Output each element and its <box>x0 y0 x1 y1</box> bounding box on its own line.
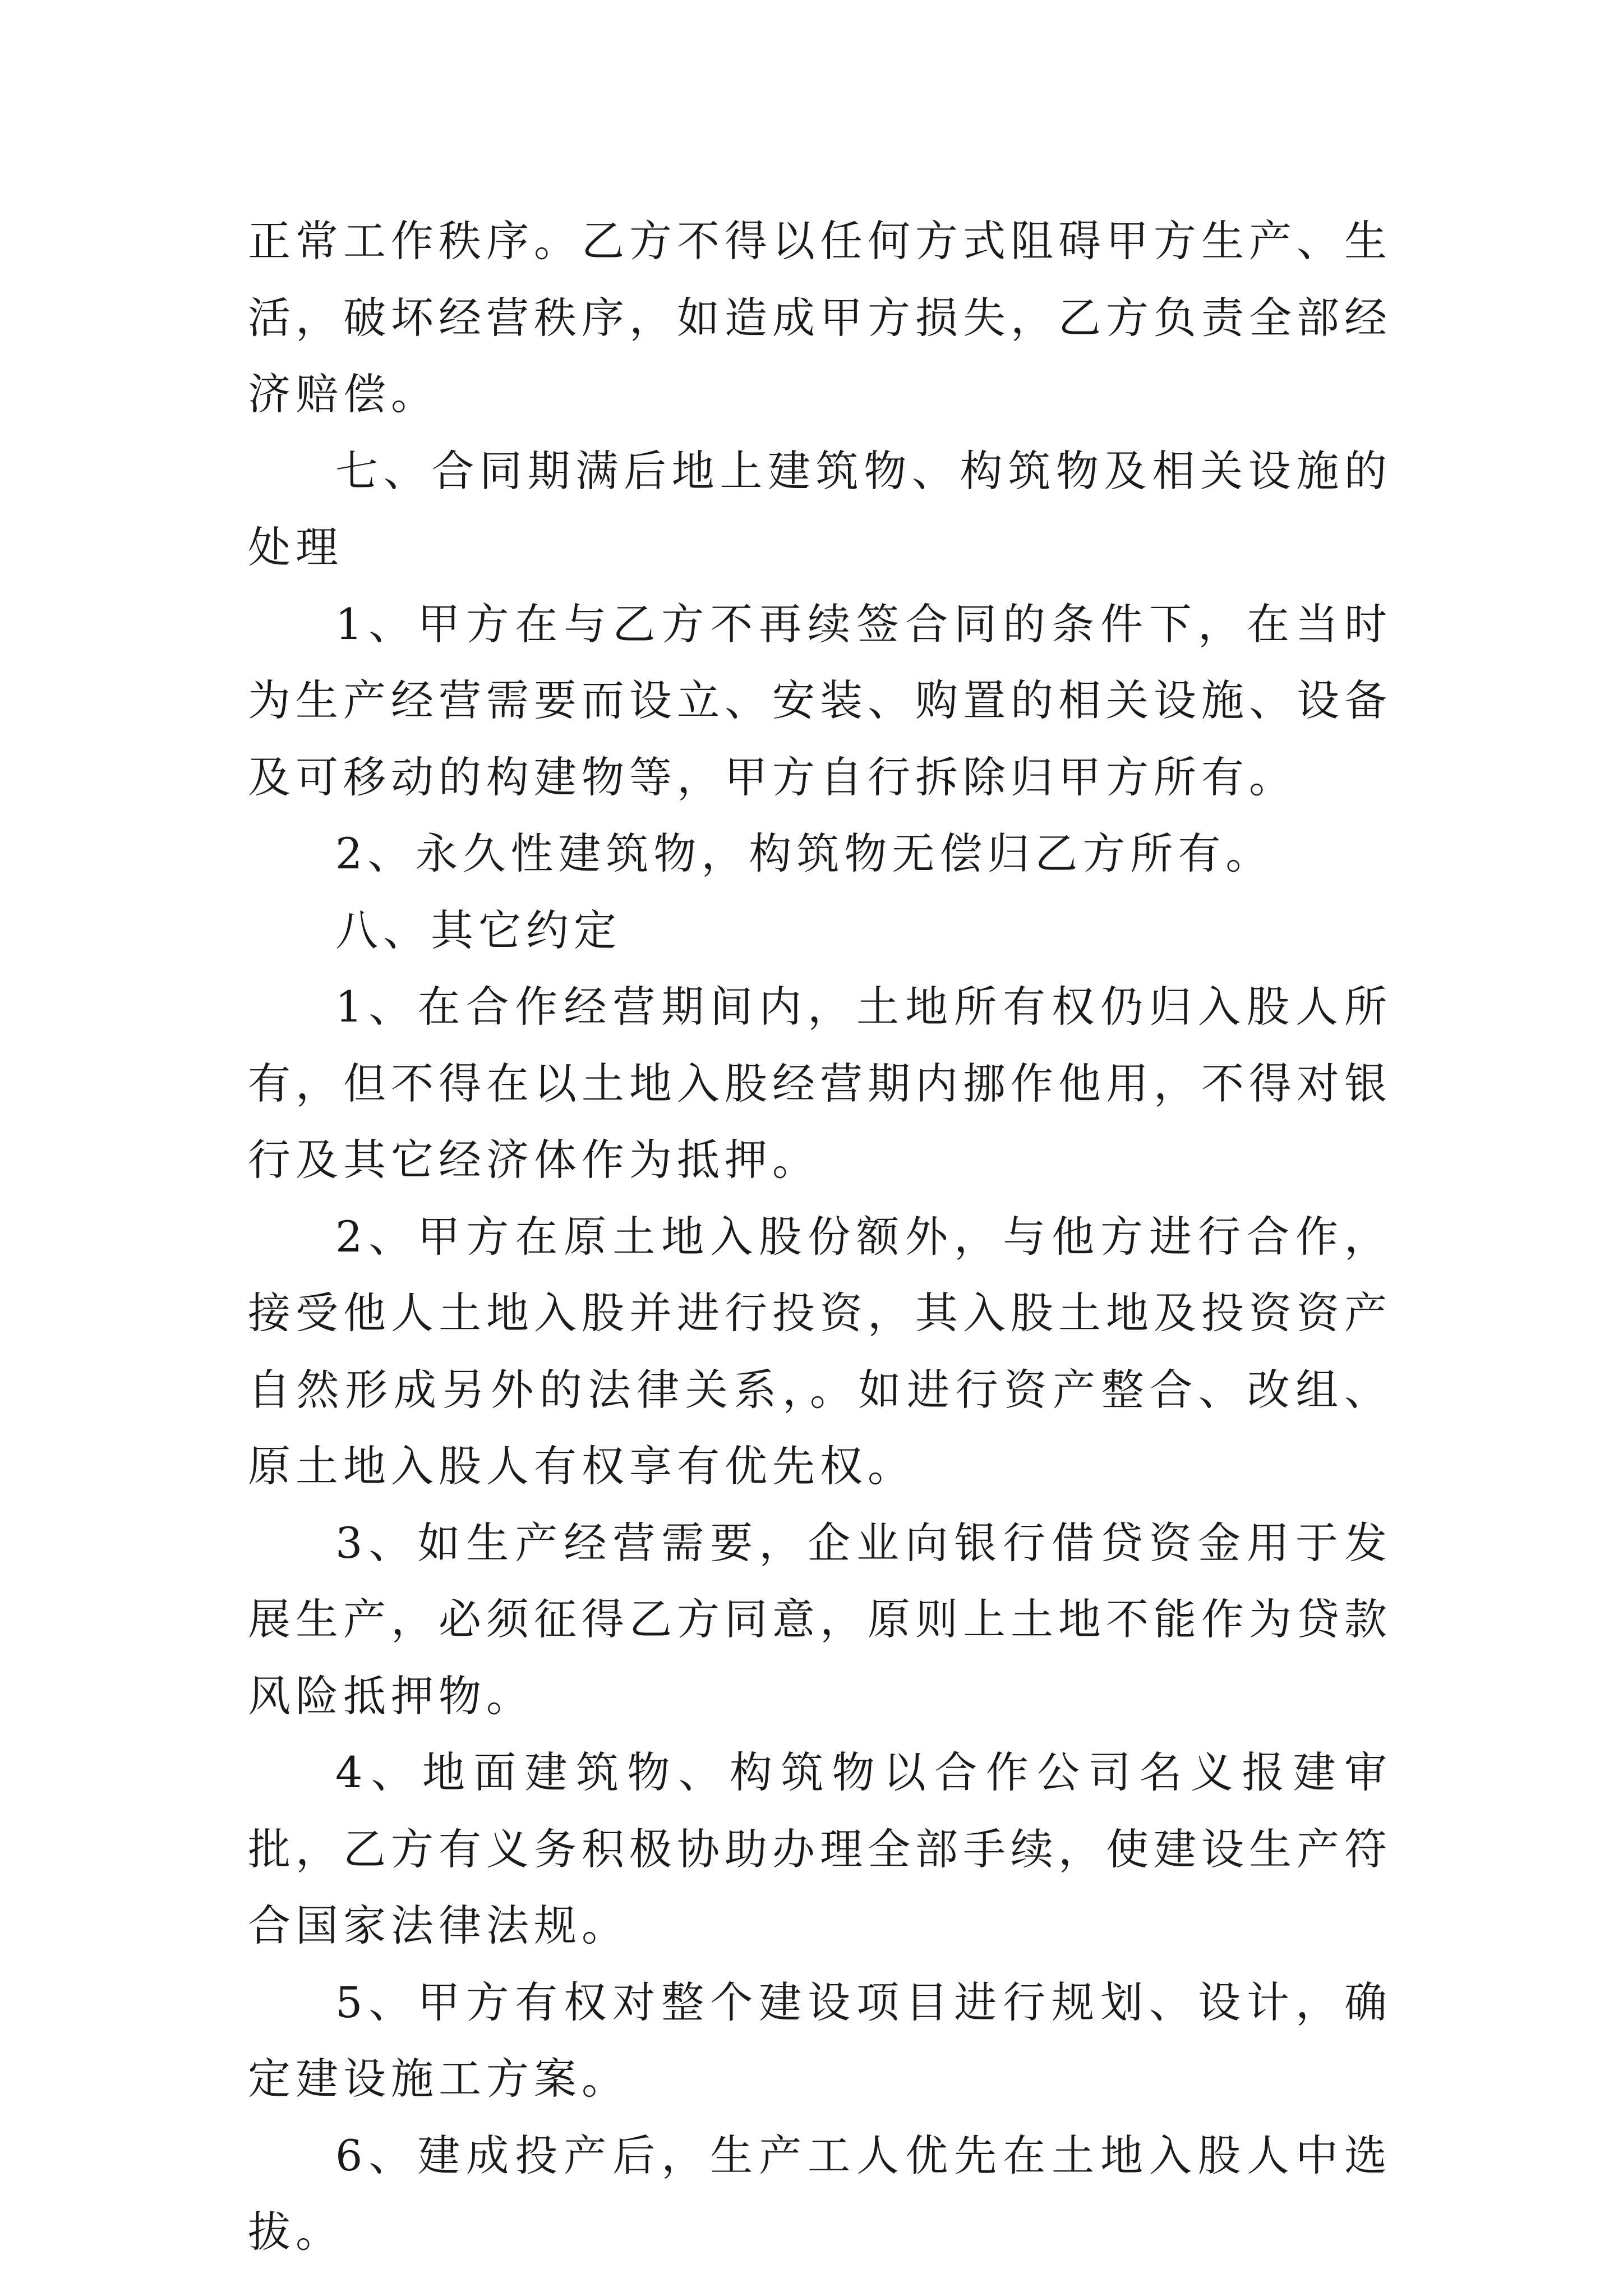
clause-7-2: 2、永久性建筑物，构筑物无偿归乙方所有。 <box>335 829 1274 878</box>
clause-8-6: 6、建成投产后，生产工人优先在土地入股人中选拔。 <box>248 2130 1392 2257</box>
clause-8-4: 4、地面建筑物、构筑物以合作公司名义报建审批，乙方有义务积极协助办理全部手续，使建设生产符合国家法律法规。 <box>248 1747 1392 1950</box>
paragraph-continuation: 正常工作秩序。乙方不得以任何方式阻碍甲方生产、生活，破坏经营秩序，如造成甲方损失，乙方负责全部经济赔偿。 <box>248 216 1392 419</box>
clause-8-5: 5、甲方有权对整个建设项目进行规划、设计，确定建设施工方案。 <box>248 1977 1392 2104</box>
section-heading-7: 七、合同期满后地上建筑物、构筑物及相关设施的处理 <box>248 445 1392 572</box>
clause-8-1: 1、在合作经营期间内，土地所有权仍归入股人所有，但不得在以土地入股经营期内挪作他用，不得对银行及其它经济体作为抵押。 <box>248 982 1392 1185</box>
clause-7-1: 1、甲方在与乙方不再续签合同的条件下，在当时为生产经营需要而设立、安装、购置的相关设施、设备及可移动的构建物等，甲方自行拆除归甲方所有。 <box>248 599 1392 802</box>
section-heading-8: 八、其它约定 <box>335 905 621 955</box>
clause-8-3: 3、如生产经营需要，企业向银行借贷资金用于发展生产，必须征得乙方同意，原则上土地不能作为贷款风险抵押物。 <box>248 1517 1392 1721</box>
clause-8-2: 2、甲方在原土地入股份额外，与他方进行合作，接受他人土地入股并进行投资，其入股土地及投资资产自然形成另外的法律关系，。如进行资产整合、改组、原土地入股人有权享有优先权。 <box>248 1211 1392 1491</box>
document-page <box>248 203 1392 2271</box>
